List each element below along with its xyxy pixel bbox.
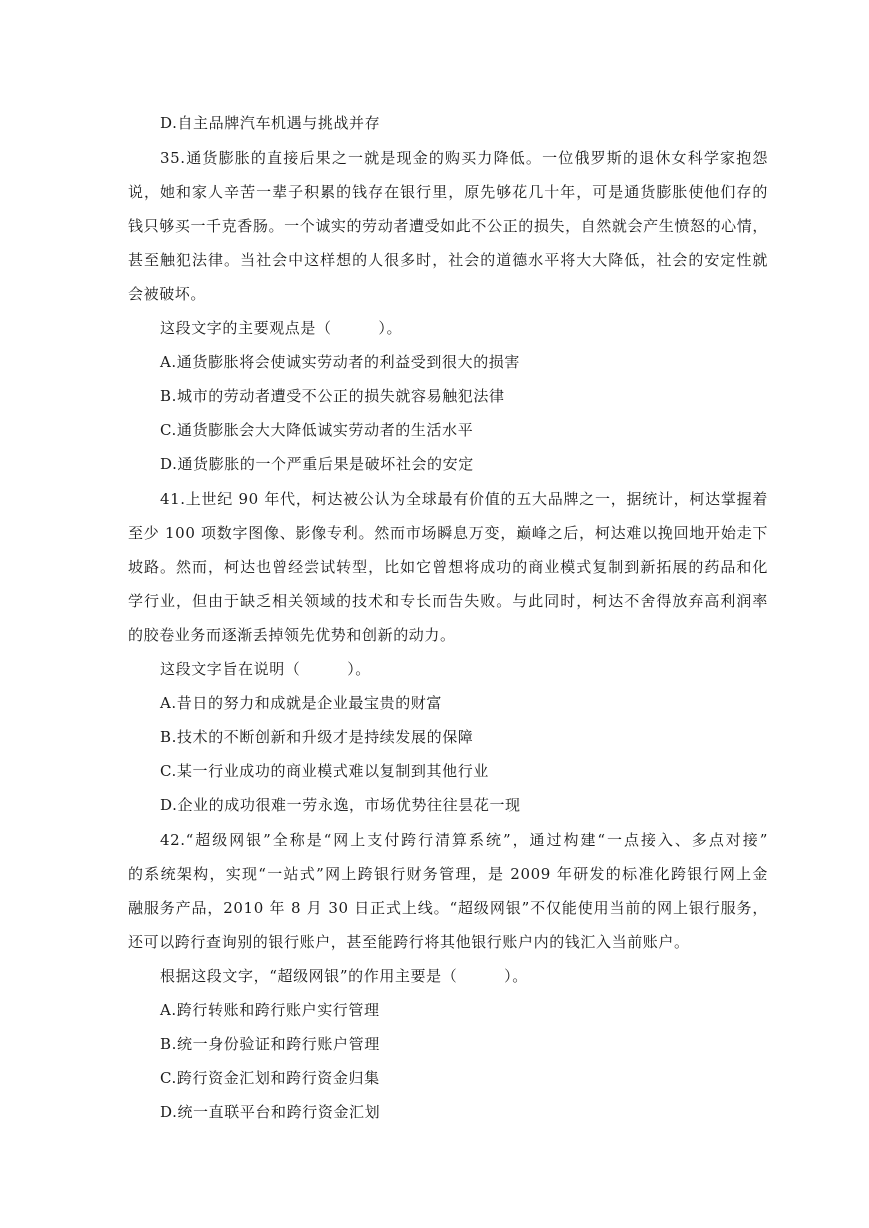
q41-paragraph-line-4: 学行业，但由于缺乏相关领域的技术和专长而告失败。与此同时，柯达不舍得放弃高利润率 — [128, 592, 768, 610]
q41-paragraph-line-3: 坡路。然而，柯达也曾经尝试转型，比如它曾想将成功的商业模式复制到新拓展的药品和化 — [128, 558, 768, 576]
q41-paragraph-line-2: 至少 100 项数字图像、影像专利。然而市场瞬息万变，巅峰之后，柯达难以挽回地开始走下 — [128, 524, 768, 542]
q41-paragraph-line-5: 的胶卷业务而逐渐丢掉领先优势和创新的动力。 — [128, 626, 456, 644]
q41-option-a: A.昔日的努力和成就是企业最宝贵的财富 — [160, 694, 443, 712]
q35-paragraph-line-3: 钱只够买一千克香肠。一个诚实的劳动者遭受如此不公正的损失，自然就会产生愤怒的心情， — [128, 217, 768, 235]
q35-paragraph-line-1: 35.通货膨胀的直接后果之一就是现金的购买力降低。一位俄罗斯的退休女科学家抱怨 — [160, 149, 768, 167]
q35-option-a: A.通货膨胀将会使诚实劳动者的利益受到很大的损害 — [160, 353, 521, 371]
q42-option-a: A.跨行转账和跨行账户实行管理 — [160, 1001, 380, 1019]
q42-paragraph-line-4: 还可以跨行查询别的银行账户，甚至能跨行将其他银行账户内的钱汇入当前账户。 — [128, 933, 690, 951]
q42-option-d: D.统一直联平台和跨行资金汇划 — [160, 1103, 381, 1121]
q42-paragraph-line-1: 42.“超级网银”全称是“网上支付跨行清算系统”，通过构建“一点接入、多点对接” — [160, 831, 768, 849]
q42-option-c: C.跨行资金汇划和跨行资金归集 — [160, 1069, 380, 1087]
q42-paragraph-line-2: 的系统架构，实现“一站式”网上跨银行财务管理，是 2009 年研发的标准化跨银行网上金 — [128, 865, 768, 883]
q41-option-c: C.某一行业成功的商业模式难以复制到其他行业 — [160, 762, 489, 780]
q41-paragraph-line-1: 41.上世纪 90 年代，柯达被公认为全球最有价值的五大品牌之一，据统计，柯达掌握着 — [160, 490, 768, 508]
q35-question-stem: 这段文字的主要观点是（ ）。 — [160, 319, 403, 337]
q35-paragraph-line-4: 甚至触犯法律。当社会中这样想的人很多时，社会的道德水平将大大降低，社会的安定性就 — [128, 251, 768, 269]
q41-option-b: B.技术的不断创新和升级才是持续发展的保障 — [160, 728, 474, 746]
q35-option-c: C.通货膨胀会大大降低诚实劳动者的生活水平 — [160, 421, 474, 439]
q35-option-d: D.通货膨胀的一个严重后果是破坏社会的安定 — [160, 455, 474, 473]
q42-paragraph-line-3: 融服务产品，2010 年 8 月 30 日正式上线。“超级网银”不仅能使用当前的网上银行服务， — [128, 899, 768, 917]
q35-paragraph-line-2: 说，她和家人辛苦一辈子积累的钱存在银行里，原先够花几十年，可是通货膨胀使他们存的 — [128, 183, 768, 201]
q42-option-b: B.统一身份验证和跨行账户管理 — [160, 1035, 380, 1053]
q34-option-d: D.自主品牌汽车机遇与挑战并存 — [160, 114, 381, 132]
q42-question-stem: 根据这段文字，“超级网银”的作用主要是（ ）。 — [160, 967, 528, 985]
q41-question-stem: 这段文字旨在说明（ ）。 — [160, 660, 371, 678]
q41-option-d: D.企业的成功很难一劳永逸，市场优势往往昙花一现 — [160, 796, 521, 814]
q35-option-b: B.城市的劳动者遭受不公正的损失就容易触犯法律 — [160, 387, 505, 405]
q35-paragraph-line-5: 会被破坏。 — [128, 285, 207, 303]
